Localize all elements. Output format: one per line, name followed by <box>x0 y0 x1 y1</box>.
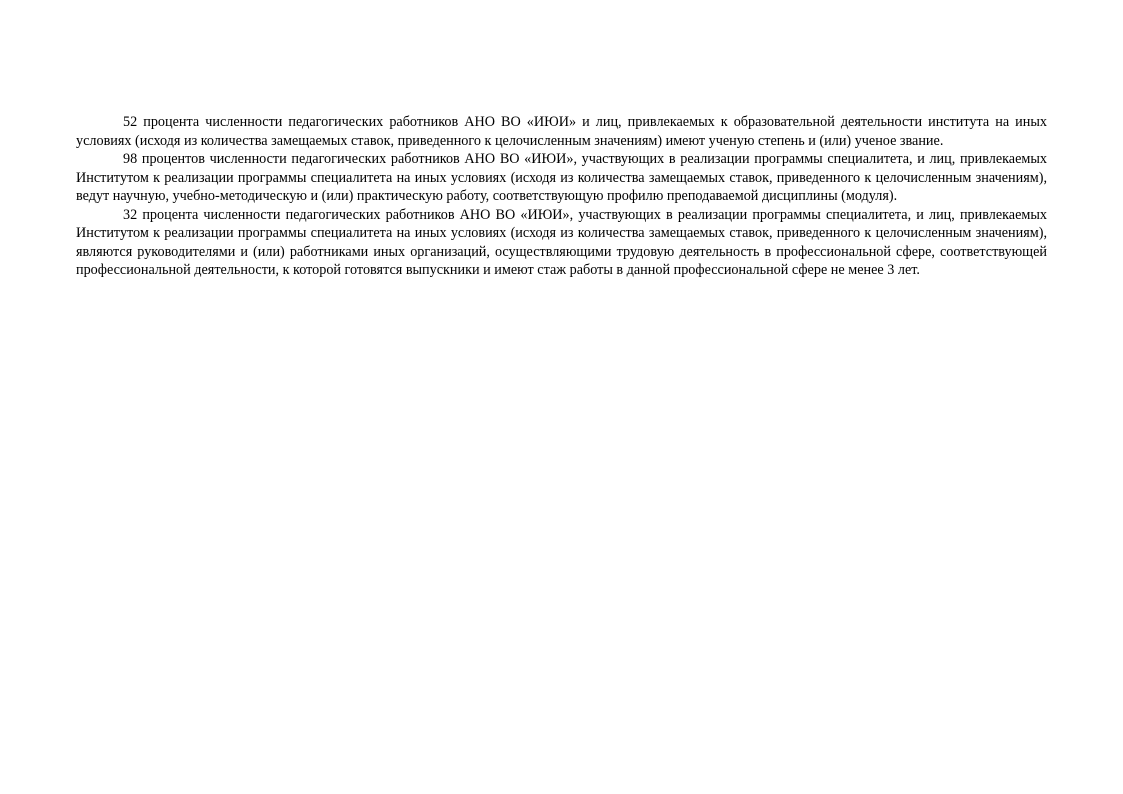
paragraph-degree-share: 52 процента численности педагогических работников АНО ВО «ИЮИ» и лиц, привлекаемых к образовательной деятельности института на иных условиях (исходя из количества замещаемых ставок, приведенного к целочисленным значениям) имеют ученую степень и (или) ученое звание. <box>76 114 1047 149</box>
paragraph-research-share: 98 процентов численности педагогических работников АНО ВО «ИЮИ», участвующих в реализации программы специалитета, и лиц, привлекаемых Институтом к реализации программы специалитета на иных условиях (исходя из количества замещаемых ставок, приведенного к целочисленным значениям), ведут научную, учебно-методическую и (или) практическую работу, соответствующую профилю преподаваемой дисциплины (модуля). <box>76 151 1047 204</box>
paragraph-practitioner-share: 32 процента численности педагогических работников АНО ВО «ИЮИ», участвующих в реализации программы специалитета, и лиц, привлекаемых Институтом к реализации программы специалитета на иных условиях (исходя из количества замещаемых ставок, приведенного к целочисленным значениям), являются руководителями и (или) работниками иных организаций, осуществляющими трудовую деятельность в профессиональной сфере, соответствующей профессиональной деятельности, к которой готовятся выпускники и имеют стаж работы в данной профессиональной сфере не менее 3 лет. <box>76 206 1047 278</box>
document-body <box>76 113 1047 280</box>
